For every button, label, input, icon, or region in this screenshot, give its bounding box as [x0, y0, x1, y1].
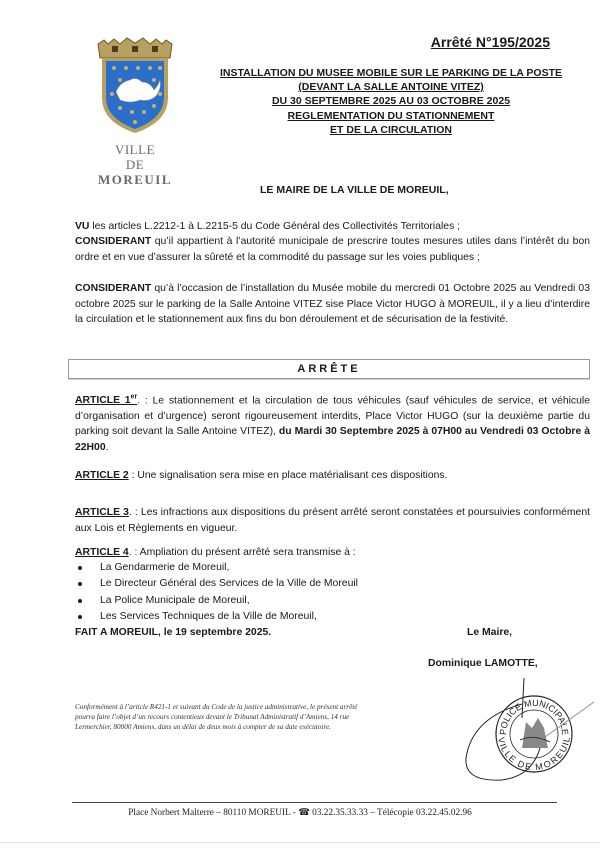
- title-line: INSTALLATION DU MUSEE MOBILE SUR LE PARKING DE LA POSTE: [219, 67, 563, 79]
- list-item: [78, 609, 358, 625]
- stamp-seal-icon: [462, 678, 598, 786]
- footer-contact: [0, 807, 600, 818]
- coat-of-arms-icon: [90, 36, 180, 136]
- article-label-sup: er: [130, 394, 138, 401]
- considerant-label: CONSIDERANT: [75, 283, 152, 294]
- list-item: [78, 560, 358, 576]
- document-title: [210, 66, 572, 137]
- signatory-role: Le Maire,: [467, 627, 513, 638]
- article-label: ARTICLE 3: [75, 507, 129, 518]
- vu-paragraph: [75, 219, 590, 235]
- bullet-icon: [78, 582, 82, 586]
- title-line: REGLEMENTATION DU STATIONNEMENT: [287, 109, 495, 122]
- footer-phone-fax: 03.22.35.33.33 – Télécopie 03.22.45.02.96: [309, 808, 472, 818]
- article-1: [75, 390, 590, 455]
- considerant-label: CONSIDERANT: [75, 236, 152, 247]
- article-label-text: ARTICLE 1: [75, 395, 131, 407]
- maire-heading: LE MAIRE DE LA VILLE DE MOREUIL,: [260, 184, 449, 196]
- town-name-line-3: MOREUIL: [97, 172, 173, 187]
- article-end: .: [105, 441, 109, 453]
- stamp-top-text: POLICE MUNICIPALE: [497, 697, 571, 736]
- arrete-number: Arrêté N°195/2025: [430, 34, 550, 50]
- title-line: (DEVANT LA SALLE ANTOINE VITEZ): [298, 81, 484, 94]
- footer-address: Place Norbert Malterre – 80110 MOREUIL -: [128, 808, 299, 818]
- bullet-icon: [78, 599, 82, 603]
- town-name-line-1: VILLE: [114, 142, 156, 157]
- article-dates: du Mardi 30 Septembre 2025 à 07H00 au Vendredi 03 Octobre à 22H00: [75, 426, 590, 453]
- town-name-line-2: DE: [125, 157, 145, 172]
- list-item: [78, 593, 358, 609]
- recipients-list: [78, 560, 358, 625]
- article-text: Le stationnement et la circulation de tous véhicules (sauf véhicules de service, et véhicule d’organisation et d’urgence) seront rigoureusement interdits, Place Victor HUGO (sur la deuxième partie du parking soit devant la Salle Antoine VITEZ),: [75, 395, 590, 438]
- considerant-paragraph-1: [75, 234, 590, 265]
- list-item-text: La Police Municipale de Moreuil,: [100, 594, 250, 606]
- recours-notice: Conformément à l’article R421-1 et suivant du Code de la justice administrative, le présent arrêté pourra faire l’objet d’un recours contentieux devant le Tribunal Administratif d’Amiens, 14 rue Lermerchier, 80000 Amiens, dans un délai de deux mois à compter de sa date exécutoire.: [75, 703, 358, 731]
- title-line: DU 30 SEPTEMBRE 2025 AU 03 OCTOBRE 2025: [271, 95, 511, 108]
- article-3: [75, 505, 590, 536]
- arrete-heading-box: ARRÊTE: [68, 359, 590, 379]
- fait-a-date: FAIT A MOREUIL, le 19 septembre 2025.: [75, 627, 272, 638]
- stamp-bottom-text: VILLE DE MOREUIL: [496, 736, 572, 773]
- article-punct: . :: [137, 395, 153, 407]
- considerant-text: qu’il appartient à l’autorité municipale de prescrire toutes mesures utiles dans l’intérêt du bon ordre et en vue d’assurer la sûreté et la commodité du passage sur les voies publiques ;: [75, 236, 590, 263]
- article-2: [75, 468, 590, 484]
- list-item: [78, 576, 358, 592]
- title-line: ET DE LA CIRCULATION: [330, 123, 452, 136]
- police-stamp: [462, 678, 598, 786]
- bullet-icon: [78, 566, 82, 570]
- footer-divider: [72, 802, 557, 803]
- phone-icon: ☎: [298, 808, 310, 818]
- article-label: ARTICLE 2: [75, 470, 129, 481]
- considerant-paragraph-2: [75, 281, 590, 328]
- article-label: [75, 395, 137, 406]
- article-4: [75, 545, 590, 561]
- article-text: . : Ampliation du présent arrêté sera transmise à :: [128, 547, 356, 558]
- vu-label: VU: [75, 221, 90, 232]
- bullet-icon: [78, 615, 82, 619]
- article-text: : Une signalisation sera mise en place matérialisant ces dispositions.: [128, 470, 448, 481]
- signatory-name: Dominique LAMOTTE,: [428, 658, 538, 669]
- list-item-text: Le Directeur Général des Services de la Ville de Moreuil: [100, 578, 358, 590]
- scan-edge: [0, 842, 600, 843]
- vu-text: les articles L.2212-1 à L.2215-5 du Code Général des Collectivités Territoriales ;: [89, 221, 461, 232]
- article-text: . : Les infractions aux dispositions du présent arrêté seront constatées et poursuivies conformément aux Lois et Règlements en vigueur.: [75, 507, 590, 534]
- town-crest-logo: [90, 36, 180, 136]
- list-item-text: Les Services Techniques de la Ville de Moreuil,: [100, 610, 317, 622]
- list-item-text: La Gendarmerie de Moreuil,: [100, 562, 230, 573]
- article-label: ARTICLE 4: [75, 547, 129, 558]
- considerant-text: qu’à l’occasion de l’installation du Musée mobile du mercredi 01 Octobre 2025 au Vendredi 03 octobre 2025 sur le parking de la Salle Antoine VITEZ sise Place Victor HUGO à MOREUIL, il y a lieu d’interdire la circulation et le stationnement aux fins du bon déroulement et de sécurisation de la festivité.: [75, 283, 590, 325]
